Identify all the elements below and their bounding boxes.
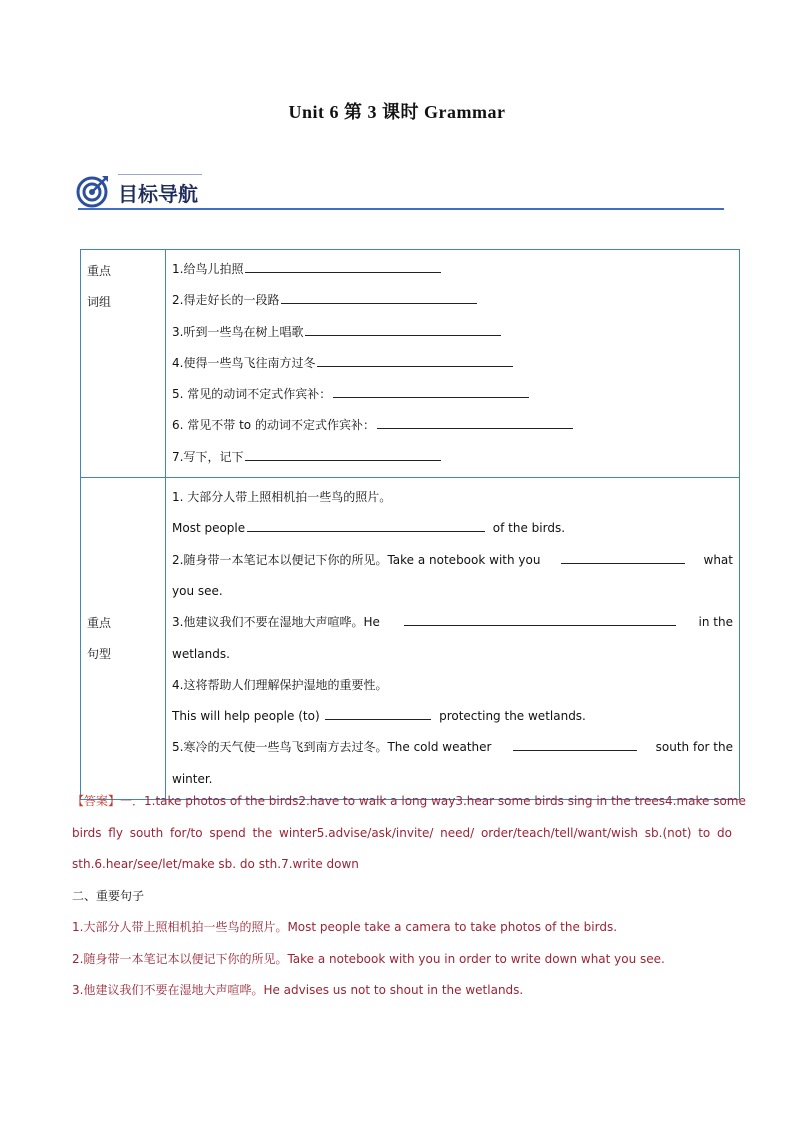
answer-blank[interactable] [333, 396, 529, 398]
page-title: Unit 6 第 3 课时 Grammar [288, 102, 506, 122]
phrases-category [81, 250, 166, 478]
answer-lead: 【答案】一． [72, 794, 145, 808]
category-label: 句型 [87, 646, 112, 661]
answer-blank[interactable] [317, 365, 513, 367]
header-top-line [118, 174, 202, 175]
phrase-item: 1.给鸟儿拍照 [172, 254, 733, 285]
answer-line: 【答案】一．1.take photos of the birds2.have to walk a long way3.hear some birds sing in the trees4.make some [72, 794, 746, 808]
section-label: 目标导航 [118, 182, 198, 206]
sentence-cn: 1. 大部分人带上照相机拍一些鸟的照片。 [172, 490, 392, 505]
sentences-category [81, 478, 166, 800]
sentence-line: 5.寒冷的天气使一些鸟飞到南方去过冬。The cold weather south for the [172, 740, 733, 755]
answer-sentence: 2.随身带一本笔记本以便记下你的所见。Take a notebook with you in order to write down what you see. [72, 951, 665, 966]
answer-blank[interactable] [561, 562, 685, 564]
phrase-item: 2.得走好长的一段路 [172, 285, 733, 316]
phrase-item: 4.使得一些鸟飞往南方过冬 [172, 348, 733, 379]
sentence-line: 3.他建议我们不要在湿地大声喧哗。He in the [172, 615, 733, 630]
sentence-line: you see. [172, 583, 223, 598]
phrase-item: 7.写下，记下 [172, 442, 733, 473]
sentences-row [81, 478, 740, 800]
sentences-content [166, 478, 740, 800]
phrase-item: 5. 常见的动词不定式作宾补： [172, 379, 733, 410]
answer-blank[interactable] [325, 718, 431, 720]
section-rule [78, 208, 724, 210]
sentence-cn: 4.这将帮助人们理解保护湿地的重要性。 [172, 677, 388, 692]
answer-section [72, 786, 746, 1007]
category-label: 重点 [87, 615, 112, 630]
key-points-table [80, 249, 740, 800]
answer-blank[interactable] [404, 624, 676, 626]
phrases-row [81, 250, 740, 478]
category-label: 词组 [87, 295, 112, 309]
sentence-en: This will help people (to) protecting the wetlands. [172, 709, 586, 724]
sentence-line: wetlands. [172, 646, 230, 661]
answer-blank[interactable] [247, 530, 485, 532]
answer-blank[interactable] [281, 302, 477, 304]
answer-line: birds fly south for/to spend the winter5.advise/ask/invite/ need/ order/teach/tell/want/wish sb.(not) to do [72, 825, 732, 840]
target-icon [76, 174, 110, 208]
sentence-en: Most people of the birds. [172, 521, 566, 536]
answer-blank[interactable] [513, 749, 637, 751]
phrase-item: 3.听到一些鸟在树上唱歌 [172, 317, 733, 348]
answer-line: sth.6.hear/see/let/make sb. do sth.7.write down [72, 857, 359, 871]
phrase-item: 6. 常见不带 to 的动词不定式作宾补： [172, 410, 733, 441]
answer-sentence: 1.大部分人带上照相机拍一些鸟的照片。Most people take a camera to take photos of the birds. [72, 920, 618, 934]
answer-heading: 二、重要句子 [72, 888, 145, 903]
answer-sentence: 3.他建议我们不要在湿地大声喧哗。He advises us not to shout in the wetlands. [72, 983, 524, 997]
category-label: 重点 [87, 264, 112, 278]
section-header [74, 168, 724, 212]
sentence-line: 2.随身带一本笔记本以便记下你的所见。Take a notebook with you what [172, 552, 733, 567]
answer-blank[interactable] [377, 427, 573, 429]
answer-blank[interactable] [305, 334, 501, 336]
phrases-content [166, 250, 740, 478]
answer-blank[interactable] [245, 271, 441, 273]
answer-blank[interactable] [245, 459, 441, 461]
sentence-line: winter. [172, 771, 213, 786]
